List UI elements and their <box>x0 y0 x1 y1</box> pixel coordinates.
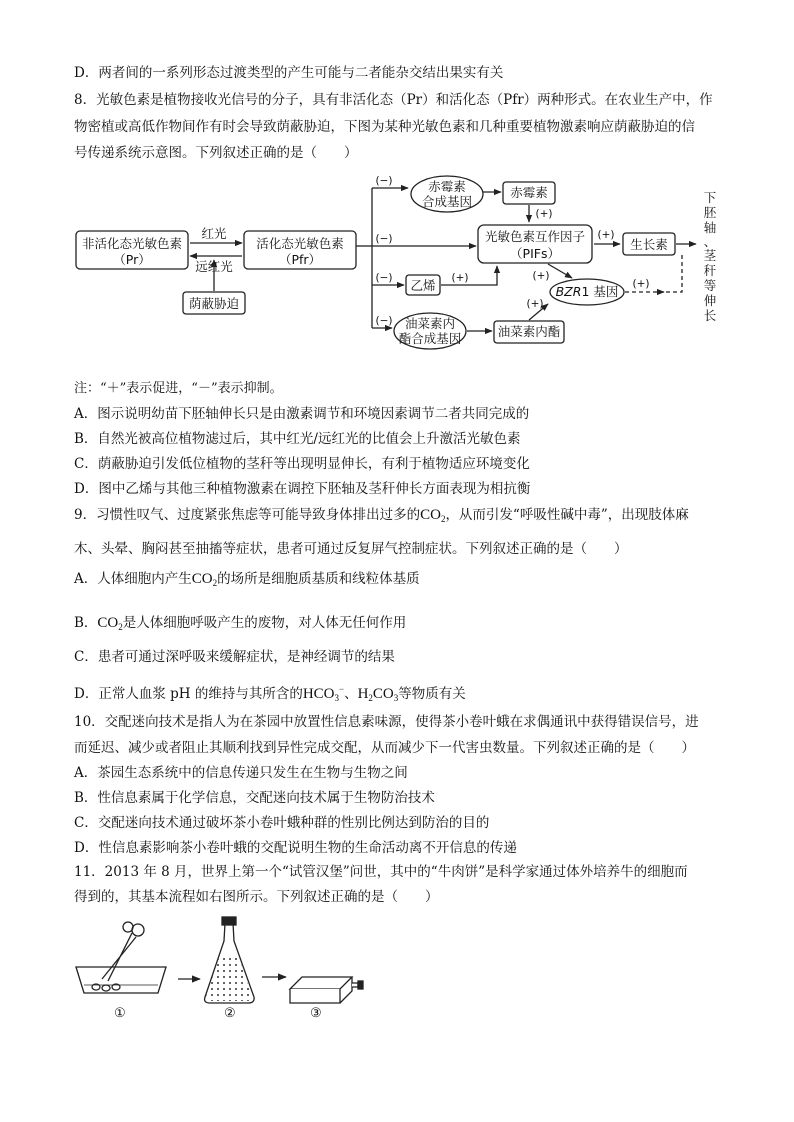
plus-pifs-to-bzr: (+) <box>532 270 550 282</box>
plus-ethylene: (+) <box>451 272 469 284</box>
plus-pifs-to-growth: (+) <box>597 229 615 241</box>
plus-ga-to-pifs: (+) <box>535 208 553 220</box>
dish-with-scissors-icon <box>76 922 166 993</box>
result-char: 、 <box>703 234 717 249</box>
q9-stem-a: 9．习惯性叹气、过度紧张焦虑等可能导致身体排出过多的 <box>74 507 421 523</box>
q9-stem-line1 <box>74 506 689 528</box>
growth-hormone-label: 生长素 <box>630 237 668 252</box>
q8-option-a: A．图示说明幼苗下胚轴伸长只是由激素调节和环境因素调节二者共同完成的 <box>74 406 530 422</box>
plus-br-to-bzr: (+) <box>526 298 544 310</box>
q10-stem-line2: 而延迟、减少或者阻止其顺利找到异性完成交配，从而减少下一代害虫数量。下列叙述正确的是（ ） <box>74 740 695 756</box>
figure-label-2: ② <box>224 1006 236 1021</box>
culture-bottle-icon <box>290 977 363 1003</box>
result-char: 下 <box>703 190 717 205</box>
co2-formula: $CO_2$ <box>97 615 123 632</box>
q8-stem-line3: 号传递系统示意图。下列叙述正确的是（ ） <box>74 145 358 161</box>
pifs-label-2: （PIFs） <box>510 246 560 261</box>
q8-note: 注：“＋”表示促进，“－”表示抑制。 <box>74 381 283 396</box>
q10-option-c: C．交配迷向技术通过破坏茶小卷叶蛾种群的性别比例达到防治的目的 <box>74 815 490 831</box>
ga-label: 赤霉素 <box>510 185 548 200</box>
q10-option-a: A．茶园生态系统中的信息传递只发生在生物与生物之间 <box>74 765 408 781</box>
pr-label-2: （Pr） <box>113 252 151 267</box>
br-label: 油菜素内酯 <box>497 324 561 339</box>
figure-label-1: ① <box>114 1006 126 1021</box>
q9-option-a: A．人体细胞内产生$CO_2$的场所是细胞质基质和线粒体基质 <box>74 571 420 588</box>
result-char: 茎 <box>703 248 717 263</box>
result-char: 胚 <box>703 205 717 220</box>
q10-option-d: D．性信息素影响茶小卷叶蛾的交配说明生物的生命活动离不开信息的传递 <box>74 840 517 856</box>
co2-formula: $CO_2$ <box>420 507 446 524</box>
result-char: 秆 <box>703 263 717 278</box>
q9-option-b: B．$CO_2$是人体细胞呼吸产生的废物，对人体无任何作用 <box>74 615 407 632</box>
hco3-formula: $HCO_3^-$ <box>302 684 345 703</box>
result-char: 等 <box>703 278 717 293</box>
minus-br-gene: (−) <box>375 315 393 327</box>
far-red-light-label: 远红光 <box>195 259 233 274</box>
q9-stem-line2: 木、头晕、胸闷甚至抽搐等症状，患者可通过反复屏气控制症状。下列叙述正确的是（ ） <box>74 541 628 557</box>
ga-gene-label-1: 赤霉素 <box>428 179 466 194</box>
q10-option-b: B．性信息素属于化学信息，交配迷向技术属于生物防治技术 <box>74 790 435 806</box>
pifs-label-1: 光敏色素互作因子 <box>484 229 586 244</box>
minus-pifs: (−) <box>375 233 393 245</box>
q11-stem-line1: 11．2013 年 8 月，世界上第一个“试管汉堡”问世，其中的“牛肉饼”是科学家通过体外培养牛的细胞而 <box>74 864 688 880</box>
red-light-label: 红光 <box>201 226 227 241</box>
q8-option-d: D．图中乙烯与其他三种植物激素在调控下胚轴及茎秆伸长方面表现为相抗衡 <box>74 481 531 497</box>
q8-stem-line1: 8．光敏色素是植物接收光信号的分子，具有非活化态（Pr）和活化态（Pfr）两种形式。在农业生产中，作 <box>74 92 713 108</box>
q9-option-d: D．正常人血浆 pH 的维持与其所含的$HCO_3^-$、$H_2CO_3$等物质有关 <box>74 684 466 703</box>
ethylene-label: 乙烯 <box>410 278 436 293</box>
result-vertical-text <box>704 190 718 323</box>
ga-gene-label-2: 合成基因 <box>421 194 473 209</box>
figure-label-3: ③ <box>310 1006 322 1021</box>
culture-flask-icon <box>205 917 255 1003</box>
pr-label-1: 非活化态光敏色素 <box>81 236 183 251</box>
minus-ga-gene: (−) <box>375 175 393 187</box>
q10-stem-line1: 10．交配迷向技术是指人为在茶园中放置性信息素味源，使得茶小卷叶蛾在求偶通讯中获得错误信号，进 <box>74 714 699 730</box>
shade-stress-label: 荫蔽胁迫 <box>188 296 240 311</box>
q7-option-d: D．两者间的一系列形态过渡类型的产生可能与二者能杂交结出果实有关 <box>74 65 504 81</box>
q9-stem-b: ，从而引发“呼吸性碱中毒”，出现肢体麻 <box>445 507 689 523</box>
br-gene-label-1: 油菜素内 <box>404 316 456 331</box>
h2co3-formula: $H_2CO_3$ <box>357 686 399 703</box>
q8-option-b: B．自然光被高位植物滤过后，其中红光/远红光的比值会上升激活光敏色素 <box>74 431 521 447</box>
plus-bzr-out: (+) <box>632 278 650 290</box>
minus-ethylene: (−) <box>375 272 393 284</box>
q8-stem-line2: 物密植或高低作物间作有时会导致荫蔽胁迫，下图为某种光敏色素和几种重要植物激素响应荫蔽胁迫的信 <box>74 119 695 135</box>
br-gene-label-2: 酯合成基因 <box>398 331 462 346</box>
result-char: 轴 <box>703 220 717 235</box>
bzr1-label: BZR1 基因 <box>555 284 619 299</box>
q11-stem-line2: 得到的，其基本流程如右图所示。下列叙述正确的是（ ） <box>74 889 439 905</box>
pfr-label-2: （Pfr） <box>278 252 322 267</box>
result-char: 伸 <box>703 293 717 308</box>
q8-option-c: C．荫蔽胁迫引发低位植物的茎秆等出现明显伸长，有利于植物适应环境变化 <box>74 456 530 472</box>
co2-formula: $CO_2$ <box>191 571 218 588</box>
q9-option-c: C．患者可通过深呼吸来缓解症状，是神经调节的结果 <box>74 649 395 665</box>
result-char: 长 <box>703 308 717 323</box>
signal-pathway-diagram <box>0 164 794 374</box>
pfr-label-1: 活化态光敏色素 <box>256 236 344 251</box>
